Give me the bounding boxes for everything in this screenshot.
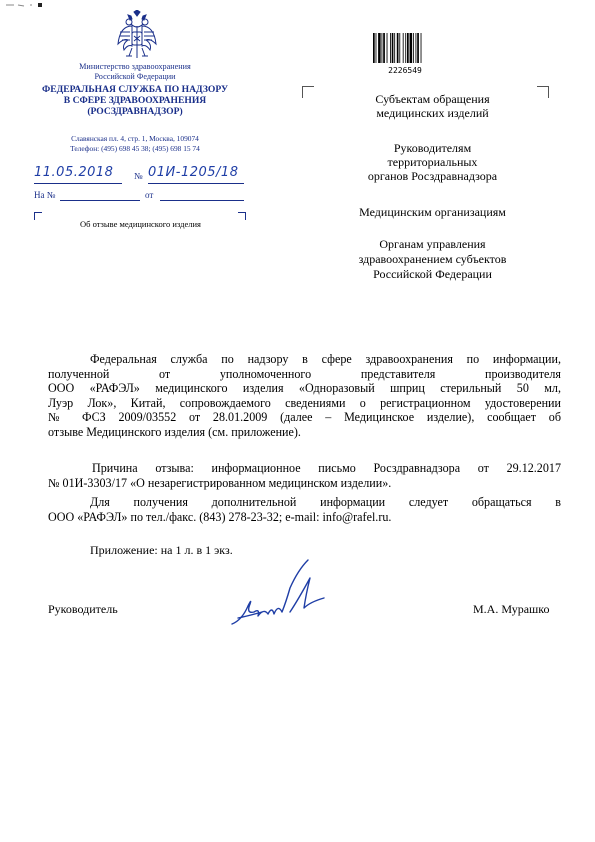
addressee-2-line-2: территориальных (387, 155, 478, 169)
p2-line: Причина отзыва: информационное письмо Росздравнадзора от 29.12.2017 (92, 461, 561, 475)
number-label: № (134, 171, 143, 181)
barcode-bar (417, 33, 419, 63)
subject-corner-left (34, 212, 42, 220)
barcode-bar (378, 33, 381, 63)
signatory-position: Руководитель (48, 602, 118, 616)
barcode-bar (416, 33, 417, 63)
p3-line: ООО «РАФЭЛ» по тел./факс. (843) 278-23-32; e-mail: info@rafel.ru. (48, 509, 392, 524)
p1-line: Федеральная служба по надзору в сфере здравоохранения по информации, (90, 352, 561, 366)
handwritten-signature (228, 558, 328, 638)
barcode-number: 2226549 (388, 66, 422, 75)
p3-line: Для получения дополнительной информации следует обращаться в (90, 495, 561, 509)
addressee-1-line-2: медицинских изделий (376, 106, 489, 120)
addressee-4-line-2: здравоохранением субъектов (358, 252, 507, 266)
addressee-1-line-1: Субъектам обращения (375, 92, 490, 106)
date-handwritten: 11.05.2018 (34, 165, 114, 180)
reference-line (60, 200, 140, 201)
address-corner-left (302, 86, 314, 98)
reference-label: На № (34, 190, 56, 200)
ministry-line-1: Министерство здравоохранения (79, 62, 191, 71)
body-paragraph-1 (48, 352, 561, 440)
p1-line: № ФСЗ 2009/03552 от 28.01.2009 (далее – Медицинское изделие), сообщает об (48, 410, 561, 425)
barcode-icon (372, 33, 438, 63)
barcode-bar (373, 33, 375, 63)
ministry-line-2: Российской Федерации (94, 72, 176, 81)
barcode-bar (421, 33, 422, 63)
addressee-3-line-1: Медицинским организациям (359, 205, 506, 219)
outgoing-number-handwritten: 01И-1205/18 (148, 165, 239, 180)
body-paragraph-3 (48, 495, 561, 524)
state-emblem-icon (116, 10, 158, 60)
barcode-bar (392, 33, 394, 63)
barcode-bar (405, 33, 406, 63)
barcode-bar (403, 33, 404, 63)
attachment-note: Приложение: на 1 л. в 1 экз. (90, 543, 233, 557)
addressee-2-line-3: органов Росздравнадзора (367, 169, 498, 183)
barcode-bar (382, 33, 383, 63)
barcode-bar (399, 33, 400, 63)
p1-line: полученной от уполномоченного представителя производителя (48, 366, 561, 381)
barcode-bar (397, 33, 399, 63)
p2-line: № 01И-3303/17 «О незарегистрированном медицинском изделии». (48, 475, 392, 490)
reference-from-label: от (145, 190, 154, 200)
p1-line: Луэр Лок», Китай, сопровождаемого сведениями о регистрационном удостоверении (48, 395, 561, 410)
addressee-2-line-1: Руководителям (393, 141, 472, 155)
date-line (34, 183, 122, 184)
service-line-1: ФЕДЕРАЛЬНАЯ СЛУЖБА ПО НАДЗОРУ (41, 84, 229, 95)
barcode-bar (383, 33, 385, 63)
addressee-4-line-1: Органам управления (379, 237, 486, 251)
barcode-bar (407, 33, 409, 63)
barcode-bar (387, 33, 388, 63)
barcode-bar (410, 33, 413, 63)
scan-mark (4, 2, 44, 8)
number-line (148, 183, 244, 184)
signatory-name: М.А. Мурашко (473, 602, 550, 616)
subject-corner-right (238, 212, 246, 220)
address-line: Славянская пл. 4, стр. 1, Москва, 109074 (71, 134, 199, 143)
letter-subject: Об отзыве медицинского изделия (80, 219, 201, 229)
p1-line: отзыве Медицинского изделия (см. приложение). (48, 424, 301, 439)
addressee-4-line-3: Российской Федерации (373, 267, 492, 281)
phone-line: Телефон: (495) 698 45 38; (495) 698 15 74 (70, 144, 200, 153)
address-corner-right (537, 86, 549, 98)
service-line-2: В СФЕРЕ ЗДРАВООХРАНЕНИЯ (63, 95, 207, 106)
service-line-3: (РОСЗДРАВНАДЗОР) (87, 106, 183, 117)
barcode-bar (390, 33, 391, 63)
barcode-bar (413, 33, 414, 63)
reference-from-line (160, 200, 244, 201)
barcode-bar (376, 33, 377, 63)
p1-line: ООО «РАФЭЛ» медицинского изделия «Одноразовый шприц стерильный 50 мл, (48, 381, 561, 396)
barcode-bar (394, 33, 395, 63)
body-paragraph-2 (48, 461, 561, 490)
